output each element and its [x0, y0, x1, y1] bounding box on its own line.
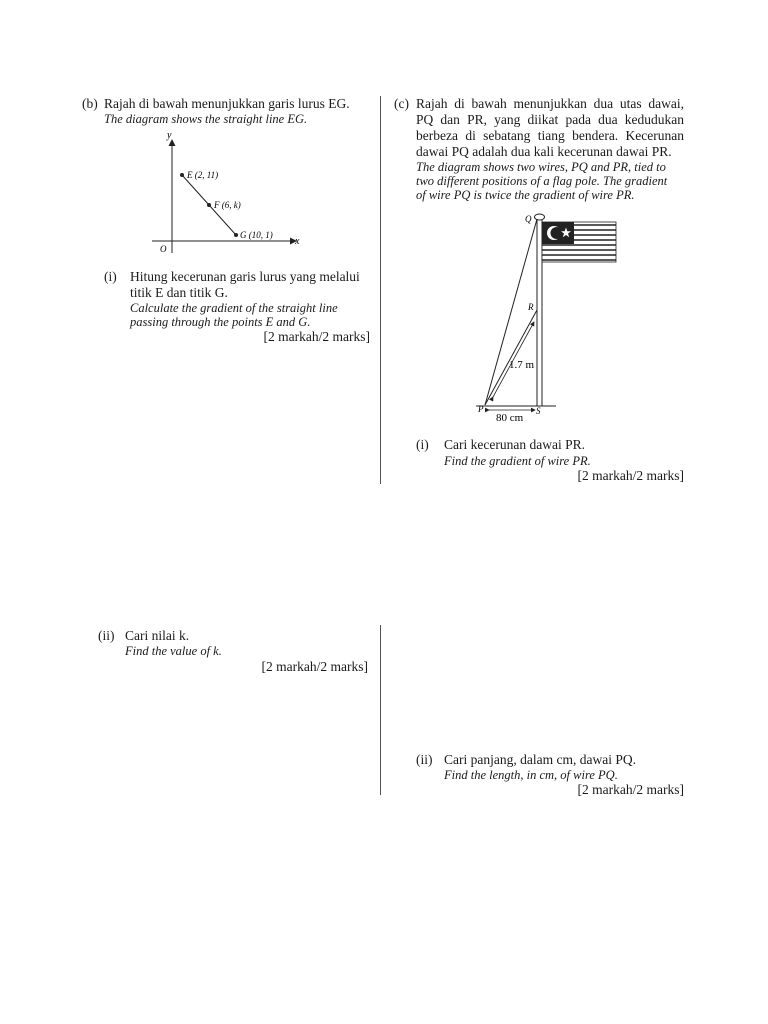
point-g-label: G (10, 1)	[240, 230, 273, 240]
wire-pr	[485, 310, 537, 405]
part-b-q1-ms-line1: Hitung kecerunan garis lurus yang melalui	[130, 269, 360, 284]
point-f-label: F (6, k)	[214, 200, 241, 210]
part-c-q1-marks: [2 markah/2 marks]	[577, 468, 684, 483]
part-b-q2-ms: Cari nilai k.	[125, 628, 190, 643]
part-b-statement-ms: Rajah di bawah menunjukkan garis lurus EG.	[104, 96, 350, 111]
part-c-q2-ms: Cari panjang, dalam cm, dawai PQ.	[444, 752, 636, 767]
malaysia-flag	[542, 222, 616, 262]
pole-top-knob	[535, 214, 545, 220]
part-b-q2-en: Find the value of k.	[125, 644, 222, 658]
label-length-pr: 1.7 m	[509, 359, 535, 371]
label-r: R	[528, 302, 534, 312]
part-b-q1-number: (i)	[104, 269, 117, 284]
part-c-ms-line1: Rajah di bawah menunjukkan dua utas dawai,	[416, 96, 684, 111]
flag-pole-figure	[470, 210, 630, 425]
point-e-dot	[180, 173, 184, 177]
point-e-label: E (2, 11)	[187, 170, 219, 180]
point-f-dot	[207, 203, 211, 207]
part-b-statement-en: The diagram shows the straight line EG.	[104, 112, 308, 126]
part-b-label: (b)	[82, 96, 98, 111]
part-c-ms-line4: dawai PQ adalah dua kali kecerunan dawai PR.	[416, 144, 672, 159]
part-c-q2-en: Find the length, in cm, of wire PQ.	[444, 768, 618, 782]
part-c-q1-en: Find the gradient of wire PR.	[444, 454, 591, 468]
part-b-q2-number: (ii)	[98, 628, 115, 643]
part-c-q2-number: (ii)	[416, 752, 433, 767]
origin-label: O	[160, 244, 167, 254]
part-b-q1-ms-line2: titik E dan titik G.	[130, 285, 228, 300]
flag-pole	[537, 219, 542, 406]
part-c-en-line2: two different positions of a flag pole. The gradient	[416, 174, 668, 188]
part-c-q1-ms: Cari kecerunan dawai PR.	[444, 437, 585, 452]
part-c-label: (c)	[394, 96, 409, 111]
part-b-q1-marks: [2 markah/2 marks]	[263, 329, 370, 344]
label-q: Q	[525, 214, 532, 224]
part-c-en-line1: The diagram shows two wires, PQ and PR, tied to	[416, 160, 666, 174]
column-divider-bottom	[380, 625, 381, 795]
part-c-en-line3: of wire PQ is twice the gradient of wire PR.	[416, 188, 635, 202]
part-b-q2-marks: [2 markah/2 marks]	[261, 659, 368, 674]
y-axis-label: y	[167, 130, 172, 141]
column-divider-top	[380, 96, 381, 484]
part-c-q1-number: (i)	[416, 437, 429, 452]
point-g-dot	[234, 233, 238, 237]
label-length-ps: 80 cm	[496, 412, 524, 424]
part-b-q1-en-line2: passing through the points E and G.	[130, 315, 311, 329]
part-c-ms-line3: berbeza di sebatang tiang bendera. Kecerunan	[416, 128, 684, 143]
part-c-q2-marks: [2 markah/2 marks]	[577, 782, 684, 797]
label-p: P	[478, 404, 484, 414]
straight-line-graph	[140, 128, 310, 258]
part-c-ms-line2: PQ dan PR, yang diikat pada dua kedudukan	[416, 112, 684, 127]
label-s: S	[536, 406, 541, 416]
wire-pq	[485, 219, 537, 405]
part-b-q1-en-line1: Calculate the gradient of the straight line	[130, 301, 338, 315]
x-axis-label: x	[295, 236, 300, 247]
